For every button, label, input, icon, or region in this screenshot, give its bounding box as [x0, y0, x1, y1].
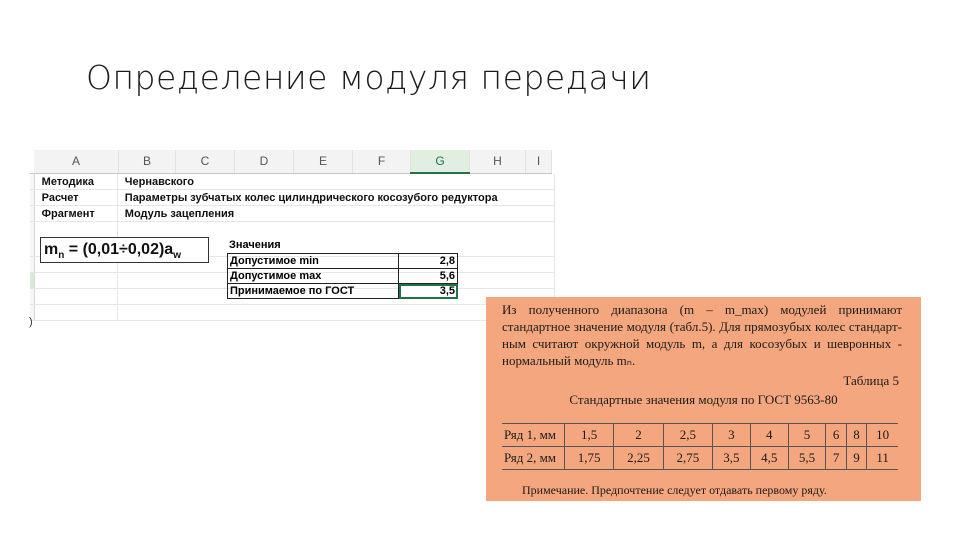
value-label-min[interactable]: Допустимое min	[228, 254, 399, 269]
column-header-i[interactable]: I	[526, 150, 552, 173]
table-row	[30, 206, 555, 222]
values-block	[227, 238, 458, 299]
table-cell: 2,75	[663, 447, 712, 470]
cell-a3[interactable]: Фрагмент	[34, 206, 117, 222]
column-header-e[interactable]: E	[294, 150, 353, 173]
cell-b3[interactable]: Модуль зацепления	[117, 206, 554, 222]
cell-b1[interactable]: Чернавского	[117, 174, 554, 190]
table-row	[502, 424, 898, 447]
column-header-c[interactable]: C	[176, 150, 235, 173]
table-cell: 6	[826, 424, 846, 447]
value-label-gost[interactable]: Принимаемое по ГОСТ	[228, 284, 399, 299]
column-header-g[interactable]: G	[411, 150, 470, 173]
module-table	[502, 423, 898, 470]
table-row	[30, 190, 555, 206]
spreadsheet	[30, 150, 555, 330]
value-gost-selected-cell[interactable]: 3,5	[399, 284, 458, 299]
row-label: Ряд 2, мм	[502, 447, 565, 470]
table-cell: 8	[846, 424, 866, 447]
column-header-row	[30, 150, 552, 173]
table-cell: 3,5	[713, 447, 751, 470]
table-cell: 5	[788, 424, 826, 447]
cell-a2[interactable]: Расчет	[34, 190, 117, 206]
column-header-h[interactable]: H	[470, 150, 526, 173]
scan-paragraph: Из полученного диапазона (m – m_max) модулей принимают стандартное значение модуля (табл.5). Для прямозубых колес стандарт- ным считают окружной модуль m, а для косозубых и шевронных - нормальный модуль mₙ.	[502, 302, 902, 368]
table-row	[30, 305, 555, 321]
column-header-d[interactable]: D	[235, 150, 294, 173]
table-note: Примечание. Предпочтение следует отдавать первому ряду.	[522, 483, 827, 497]
value-min[interactable]: 2,8	[399, 254, 458, 269]
table-cell: 7	[826, 447, 846, 470]
table-title: Стандартные значения модуля по ГОСТ 9563-80	[569, 392, 838, 407]
table-row	[228, 254, 458, 269]
table-cell: 2	[614, 424, 663, 447]
values-table	[227, 253, 458, 299]
table-cell: 11	[867, 447, 898, 470]
slide-title: Определение модуля передачи	[86, 58, 652, 97]
textbook-scan	[486, 297, 921, 501]
column-header-b[interactable]: B	[119, 150, 176, 173]
table-cell: 4	[750, 424, 788, 447]
table-row	[228, 284, 458, 299]
cell-a1[interactable]: Методика	[34, 174, 117, 190]
value-label-max[interactable]: Допустимое max	[228, 269, 399, 284]
table-cell: 1,75	[565, 447, 614, 470]
row-label: Ряд 1, мм	[502, 424, 565, 447]
row-paren-fragment: )	[29, 316, 33, 328]
table-cell: 10	[867, 424, 898, 447]
table-cell: 2,5	[663, 424, 712, 447]
table-row	[30, 174, 555, 190]
column-header-f[interactable]: F	[353, 150, 411, 173]
table-cell: 3	[713, 424, 751, 447]
table-cell: 9	[846, 447, 866, 470]
table-row	[228, 269, 458, 284]
table-cell: 2,25	[614, 447, 663, 470]
table-cell: 4,5	[750, 447, 788, 470]
formula-image[interactable]: $m_n = (0,01\div 0,02)a_w$	[40, 237, 209, 263]
cell-b2[interactable]: Параметры зубчатых колес цилиндрического косозубого редуктора	[117, 190, 554, 206]
column-header-a[interactable]: A	[34, 150, 119, 173]
table-cell: 1,5	[565, 424, 614, 447]
table-cell: 5,5	[788, 447, 826, 470]
values-heading[interactable]: Значения	[229, 239, 281, 251]
table-caption: Таблица 5	[843, 373, 899, 388]
table-row	[502, 447, 898, 470]
value-max[interactable]: 5,6	[399, 269, 458, 284]
